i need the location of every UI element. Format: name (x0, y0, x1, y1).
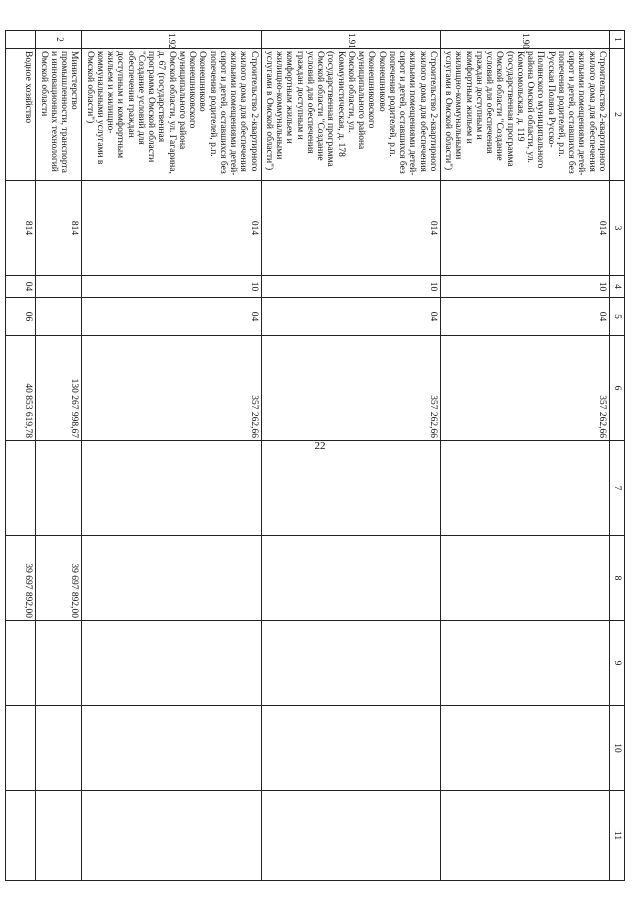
column-number: 11 (610, 791, 625, 881)
cell-col9 (441, 621, 610, 706)
cell-col5: 04 (82, 298, 261, 336)
cell-col5: 06 (6, 298, 36, 336)
cell-col10 (261, 706, 440, 791)
cell-col4: 10 (261, 276, 440, 298)
row-id: 1.90 (441, 31, 610, 49)
cell-col8 (82, 536, 261, 621)
cell-col9 (6, 621, 36, 706)
cell-col3: 814 (6, 181, 36, 276)
cell-col11 (82, 791, 261, 881)
cell-col11 (261, 791, 440, 881)
cell-col7 (261, 441, 440, 536)
cell-col5 (36, 298, 82, 336)
cell-col4: 10 (82, 276, 261, 298)
cell-col3: 814 (36, 181, 82, 276)
row-id: 1.92 (82, 31, 261, 49)
budget-table (6, 30, 626, 881)
cell-col5: 04 (261, 298, 440, 336)
cell-col7 (36, 441, 82, 536)
row-name: Строительство 2-квартирного жилого дома для обеспечения жильими помещениями детей-сирот и детей, оставшихся без попечения родителей, р.п. Оконешниково Оконешниковского муниципального района Омской области, ул. Коммунистическая, д. 178 (государственная программа Омской области "Создание условий для обеспечения граждан доступным и комфортным жильем и жилищно-коммунальными услугами в Омской области") (261, 49, 440, 181)
column-number: 3 (610, 181, 625, 276)
cell-col6: 40 853 619,78 (6, 336, 36, 441)
column-number: 1 (610, 31, 625, 49)
cell-col9 (261, 621, 440, 706)
rotated-table-sheet (23, 30, 625, 880)
column-number: 5 (610, 298, 625, 336)
cell-col4: 10 (441, 276, 610, 298)
cell-col3: 014 (441, 181, 610, 276)
table-row (36, 31, 82, 881)
cell-col3: 014 (82, 181, 261, 276)
row-name: Строительство 2-квартирного жилого дома для обеспечения жильими помещениями детей-сирот и детей, оставшихся без попечения родителей, р.п. Оконешниково Оконешниковского муниципального района Омской области, ул. Гагарина, д. 67 (государственная программа Омской области "Создание условий для обеспечения граждан доступным и комфортным жильем и жилищно-коммунальными услугами в Омской области") (82, 49, 261, 181)
cell-col9 (36, 621, 82, 706)
cell-col11 (36, 791, 82, 881)
cell-col8: 39 697 892,00 (6, 536, 36, 621)
page-number: 22 (314, 440, 326, 452)
table-row (261, 31, 440, 881)
cell-col10 (36, 706, 82, 791)
column-number: 7 (610, 441, 625, 536)
row-id: 2 (36, 31, 82, 49)
cell-col11 (441, 791, 610, 881)
table-container (23, 30, 625, 880)
row-id: 1.91 (261, 31, 440, 49)
cell-col10 (82, 706, 261, 791)
table-row (82, 31, 261, 881)
row-name: Министерство промышленности, транспорта и инновационных технологий Омской области (36, 49, 82, 181)
cell-col8: 39 697 892,00 (36, 536, 82, 621)
cell-col10 (441, 706, 610, 791)
cell-col7 (82, 441, 261, 536)
column-number: 10 (610, 706, 625, 791)
cell-col8 (261, 536, 440, 621)
cell-col10 (6, 706, 36, 791)
column-number: 8 (610, 536, 625, 621)
row-name: Водное хозяйство (6, 49, 36, 181)
column-number: 2 (610, 49, 625, 181)
column-number-row (610, 31, 625, 881)
cell-col6: 357 262,66 (441, 336, 610, 441)
cell-col11 (6, 791, 36, 881)
cell-col5: 04 (441, 298, 610, 336)
cell-col6: 357 262,66 (261, 336, 440, 441)
row-name: Строительство 2-квартирного жилого дома для обеспечения жильими помещениями детей-сирот и детей, оставшихся без попечения родителей, р.п. Русская Поляна Русско-Полянского муниципального района Омской области, ул. Комсомольская, д. 119 (государственная программа Омской области "Создание условий для обеспечения граждан доступным и комфортным жильем и жилищно-коммунальными услугами в Омской области") (441, 49, 610, 181)
cell-col6: 130 267 998,67 (36, 336, 82, 441)
cell-col9 (82, 621, 261, 706)
column-number: 4 (610, 276, 625, 298)
cell-col7 (6, 441, 36, 536)
cell-col6: 357 262,66 (82, 336, 261, 441)
cell-col7 (441, 441, 610, 536)
row-id (6, 31, 36, 49)
column-number: 6 (610, 336, 625, 441)
column-number: 9 (610, 621, 625, 706)
table-row (441, 31, 610, 881)
table-row (6, 31, 36, 881)
cell-col8 (441, 536, 610, 621)
cell-col4: 04 (6, 276, 36, 298)
cell-col3: 014 (261, 181, 440, 276)
cell-col4 (36, 276, 82, 298)
